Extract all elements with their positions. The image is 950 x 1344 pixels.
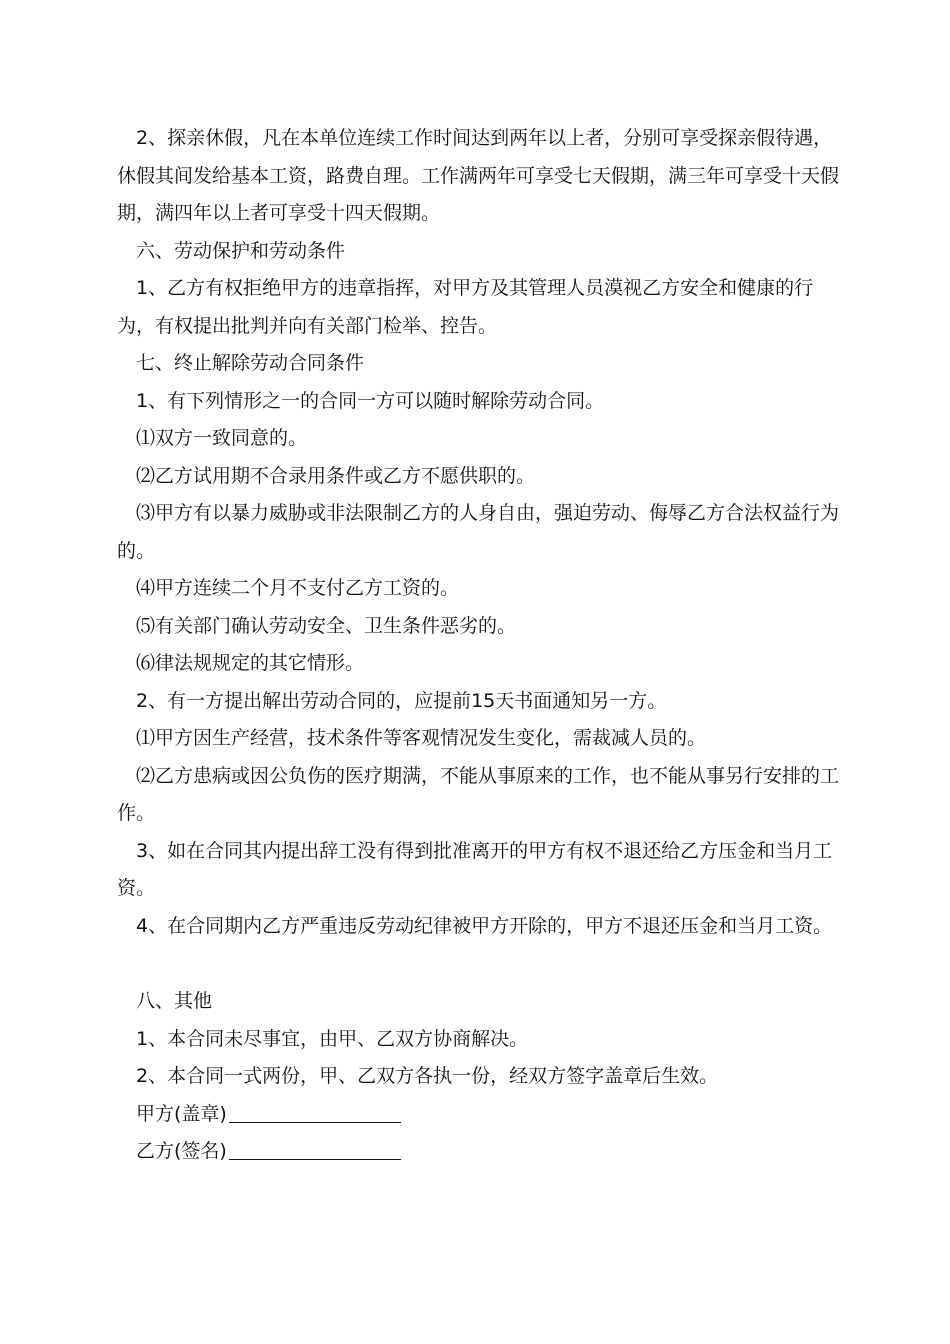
paragraph: 2、探亲休假，凡在本单位连续工作时间达到两年以上者，分别可享受探亲假待遇，休假其间发给基本工资，路费自理。工作满两年可享受七天假期，满三年可享受十天假期，满四年以上者可享受十四天假期。: [117, 127, 840, 224]
paragraph: 2、有一方提出解出劳动合同的，应提前15天书面通知另一方。: [136, 689, 667, 712]
list-item: ⑸有关部门确认劳动安全、卫生条件恶劣的。: [136, 614, 517, 637]
list-item: ⑹律法规规定的其它情形。: [136, 652, 365, 674]
signature-line: [229, 1100, 401, 1123]
signature-label-party-a: 甲方(盖章): [136, 1102, 227, 1125]
list-item: ⑵乙方试用期不合录用条件或乙方不愿供职的。: [136, 464, 536, 487]
list-item: ⑷甲方连续二个月不支付乙方工资的。: [136, 577, 460, 599]
signature-party-a: [117, 1096, 842, 1134]
list-item: ⑵乙方患病或因公负伤的医疗期满，不能从事原来的工作，也不能从事另行安排的工作。: [117, 764, 840, 824]
list-item: ⑴甲方因生产经营，技术条件等客观情况发生变化，需裁减人员的。: [136, 727, 707, 749]
signature-label-party-b: 乙方(签名): [136, 1140, 227, 1162]
list-item: ⑴双方一致同意的。: [136, 427, 308, 449]
blank-line: [117, 945, 842, 983]
paragraph: 1、有下列情形之一的合同一方可以随时解除劳动合同。: [136, 389, 605, 412]
paragraph: 1、本合同未尽事宜，由甲、乙双方协商解决。: [136, 1027, 529, 1050]
document-body: [117, 120, 842, 1171]
paragraph: 1、乙方有权拒绝甲方的违章指挥，对甲方及其管理人员漠视乙方安全和健康的行为，有权提出批判并向有关部门检举、控告。: [117, 277, 814, 337]
paragraph: 4、在合同期内乙方严重违反劳动纪律被甲方开除的，甲方不退还压金和当月工资。: [136, 914, 833, 937]
list-item: ⑶甲方有以暴力威胁或非法限制乙方的人身自由，强迫劳动、侮辱乙方合法权益行为的。: [117, 502, 840, 562]
section-heading-6: 六、劳动保护和劳动条件: [136, 239, 346, 262]
section-heading-8: 八、其他: [136, 990, 213, 1012]
signature-party-b: [117, 1133, 842, 1171]
paragraph: 3、如在合同其内提出辞工没有得到批准离开的甲方有权不退还给乙方压金和当月工资。: [117, 839, 833, 899]
section-heading-7: 七、终止解除劳动合同条件: [136, 352, 365, 374]
signature-line: [229, 1137, 401, 1160]
paragraph: 2、本合同一式两份，甲、乙双方各执一份，经双方签字盖章后生效。: [136, 1065, 719, 1087]
